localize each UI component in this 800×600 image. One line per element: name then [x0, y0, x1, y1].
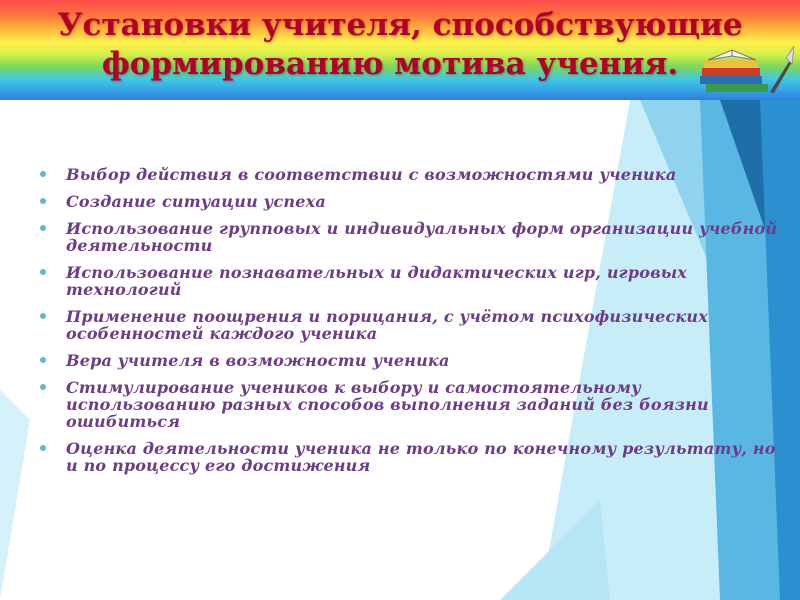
list-item	[40, 166, 780, 183]
list-item	[40, 352, 780, 369]
bullet-dot-icon	[40, 171, 46, 177]
bullet-dot-icon	[40, 198, 46, 204]
list-item	[40, 379, 780, 430]
bullet-dot-icon	[40, 225, 46, 231]
list-item-text: Использование групповых и индивидуальных форм организации учебной деятельности	[66, 219, 778, 255]
list-item	[40, 308, 780, 342]
list-item-text: Оценка деятельности ученика не только по конечному результату, но и по процессу его достижения	[66, 439, 776, 475]
list-item	[40, 193, 780, 210]
list-item-text: Выбор действия в соответствии с возможностями ученика	[66, 165, 677, 184]
list-item	[40, 264, 780, 298]
bullet-dot-icon	[40, 384, 46, 390]
bottom-triangle-shape	[500, 500, 610, 600]
slide-title-line-1: Установки учителя, способствующие	[57, 7, 743, 43]
list-item-text: Вера учителя в возможности ученика	[66, 351, 450, 370]
bullet-dot-icon	[40, 445, 46, 451]
bullet-dot-icon	[40, 357, 46, 363]
list-item	[40, 220, 780, 254]
list-item-text: Создание ситуации успеха	[66, 192, 326, 211]
list-item-text: Применение поощрения и порицания, с учётом психофизических особенностей каждого ученика	[66, 307, 708, 343]
books-icon	[698, 40, 794, 96]
list-item	[40, 440, 780, 474]
bullet-dot-icon	[40, 313, 46, 319]
left-edge-shape	[0, 390, 30, 600]
slide-title	[0, 6, 800, 84]
slide-title-line-2: формированию мотива учения.	[101, 46, 679, 82]
list-item-text: Стимулирование учеников к выбору и самостоятельному использованию разных способов выполнения заданий без боязни ошибиться	[66, 378, 709, 431]
list-item-text: Использование познавательных и дидактических игр, игровых технологий	[66, 263, 688, 299]
bullet-list	[40, 166, 780, 484]
bullet-dot-icon	[40, 269, 46, 275]
